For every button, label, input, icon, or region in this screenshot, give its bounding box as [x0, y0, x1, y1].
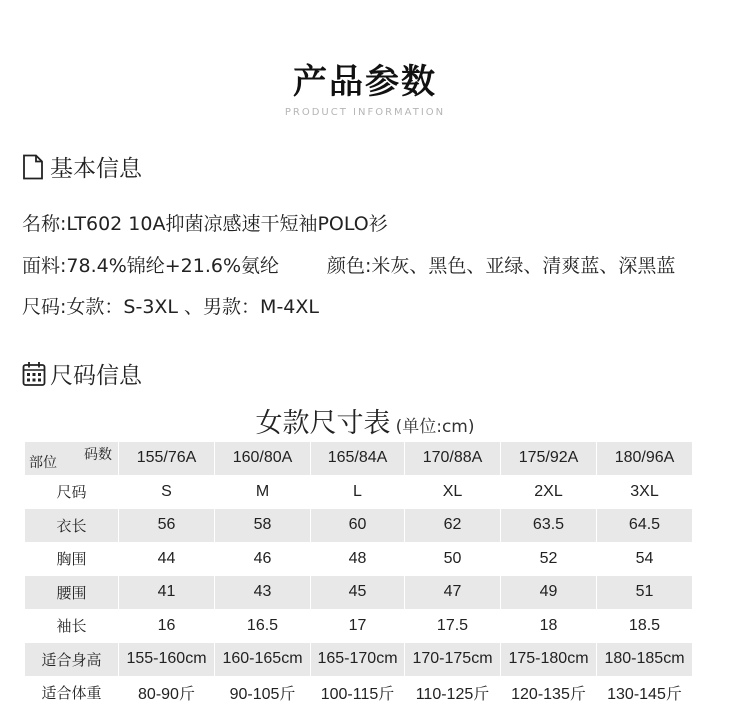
row-label: 适合体重 [25, 676, 119, 710]
size-info-heading [22, 357, 142, 390]
table-cell: 100-115斤 [311, 676, 405, 710]
table-cell: 41 [119, 576, 215, 610]
corner-label-size: 码数 [84, 446, 112, 462]
basic-info-heading-text: 基本信息 [50, 156, 142, 182]
row-label: 胸围 [25, 542, 119, 576]
table-row [25, 576, 693, 610]
table-cell: M [215, 475, 311, 509]
table-cell: 130-145斤 [597, 676, 693, 710]
table-header-cell: 160/80A [215, 442, 311, 476]
page-subtitle: PRODUCT INFORMATION [284, 107, 446, 118]
table-cell: 3XL [597, 475, 693, 509]
table-cell: 170-175cm [405, 643, 501, 677]
table-header-cell: 170/88A [405, 442, 501, 476]
size-table-unit: (单位:cm) [395, 417, 475, 437]
table-row [25, 676, 693, 710]
table-row [25, 542, 693, 576]
table-cell: 51 [597, 576, 693, 610]
row-label: 腰围 [25, 576, 119, 610]
table-cell: 18 [501, 609, 597, 643]
table-cell: 46 [215, 542, 311, 576]
size-table [24, 441, 693, 710]
table-cell: 2XL [501, 475, 597, 509]
table-header-cell: 165/84A [311, 442, 405, 476]
table-cell: 58 [215, 509, 311, 543]
size-range-line: 尺码:女款：S-3XL 、男款：M-4XL [22, 296, 319, 318]
table-cell: 18.5 [597, 609, 693, 643]
size-table-title [0, 401, 730, 440]
table-cell: 16.5 [215, 609, 311, 643]
table-cell: S [119, 475, 215, 509]
table-cell: 62 [405, 509, 501, 543]
product-name-line: 名称:LT602 10A抑菌凉感速干短袖POLO衫 [22, 213, 388, 235]
table-header-cell: 175/92A [501, 442, 597, 476]
table-cell: 49 [501, 576, 597, 610]
table-cell: 56 [119, 509, 215, 543]
table-header-cell: 155/76A [119, 442, 215, 476]
table-row [25, 475, 693, 509]
table-cell: 54 [597, 542, 693, 576]
color-text: 颜色:米灰、黑色、亚绿、清爽蓝、深黑蓝 [327, 255, 676, 277]
table-cell: XL [405, 475, 501, 509]
table-cell: 180-185cm [597, 643, 693, 677]
table-cell: 175-180cm [501, 643, 597, 677]
table-cell: 17 [311, 609, 405, 643]
size-info-heading-text: 尺码信息 [50, 363, 142, 389]
size-table-title-text: 女款尺寸表 [255, 408, 391, 439]
document-icon [22, 154, 44, 180]
table-corner-cell [25, 442, 119, 476]
table-cell: 47 [405, 576, 501, 610]
table-cell: 110-125斤 [405, 676, 501, 710]
table-cell: 45 [311, 576, 405, 610]
table-cell: 52 [501, 542, 597, 576]
table-cell: 17.5 [405, 609, 501, 643]
table-cell: 63.5 [501, 509, 597, 543]
page-title: 产品参数 [293, 62, 437, 102]
row-label: 袖长 [25, 609, 119, 643]
table-cell: L [311, 475, 405, 509]
table-row [25, 643, 693, 677]
table-cell: 60 [311, 509, 405, 543]
fabric-text: 面料:78.4%锦纶+21.6%氨纶 [22, 255, 280, 277]
fabric-color-line [22, 251, 676, 278]
table-cell: 155-160cm [119, 643, 215, 677]
table-header-row [25, 442, 693, 476]
calendar-icon [22, 361, 46, 387]
table-cell: 90-105斤 [215, 676, 311, 710]
row-label: 尺码 [25, 475, 119, 509]
table-cell: 50 [405, 542, 501, 576]
table-header-cell: 180/96A [597, 442, 693, 476]
row-label: 衣长 [25, 509, 119, 543]
table-cell: 165-170cm [311, 643, 405, 677]
table-row [25, 509, 693, 543]
row-label: 适合身高 [25, 643, 119, 677]
table-cell: 43 [215, 576, 311, 610]
table-cell: 160-165cm [215, 643, 311, 677]
table-cell: 44 [119, 542, 215, 576]
table-cell: 64.5 [597, 509, 693, 543]
table-cell: 16 [119, 609, 215, 643]
table-cell: 80-90斤 [119, 676, 215, 710]
basic-info-heading [22, 150, 142, 183]
table-cell: 120-135斤 [501, 676, 597, 710]
corner-label-part: 部位 [29, 453, 57, 470]
table-cell: 48 [311, 542, 405, 576]
table-row [25, 609, 693, 643]
